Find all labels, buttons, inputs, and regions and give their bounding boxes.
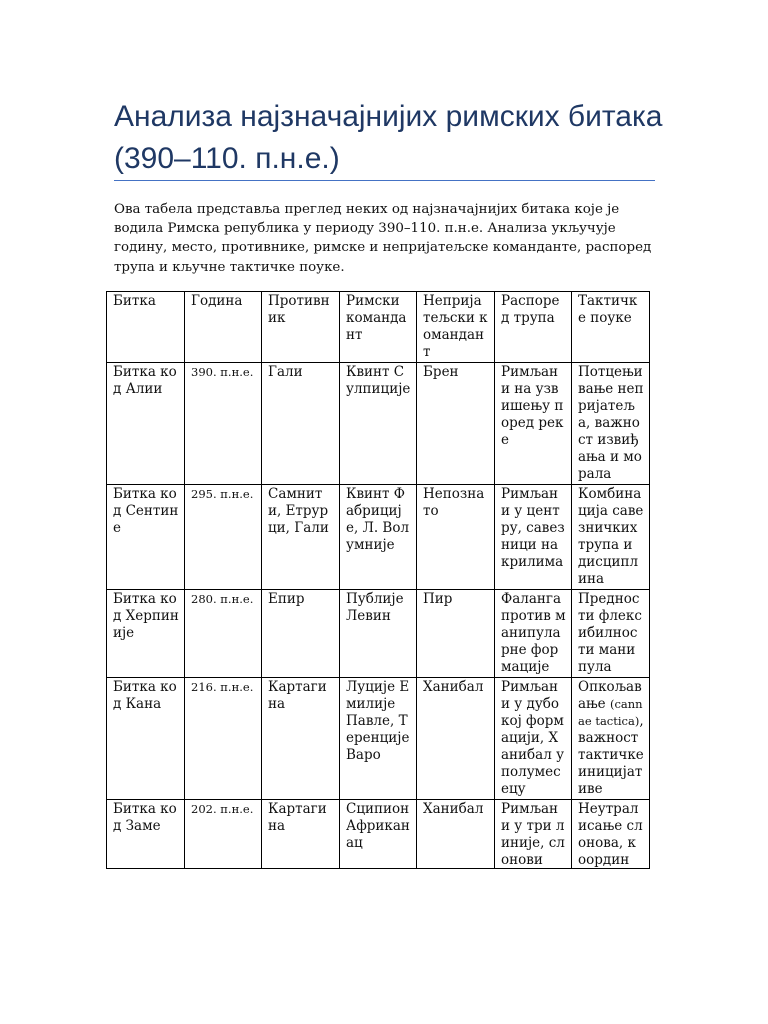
cell-enemy: Самнити, Етрурци, Гали: [262, 485, 340, 590]
cell-lessons: Потцењивање непријатеља, важност извиђања и морала: [572, 363, 650, 485]
cell-enemy-commander: Ханибал: [417, 800, 495, 869]
cell-deployment: Римљани на узвишењу поред реке: [495, 363, 572, 485]
cell-enemy: Епир: [262, 590, 340, 678]
cell-year: 202. п.н.е.: [185, 800, 262, 869]
header-cell-battle: Битка: [107, 292, 185, 363]
battles-table: [106, 291, 650, 869]
header-cell-roman-commander: Римски командант: [340, 292, 417, 363]
cell-roman-commander: Публије Левин: [340, 590, 417, 678]
header-cell-enemy: Противник: [262, 292, 340, 363]
table-header-row: [107, 292, 650, 363]
cell-battle: Битка код Сентине: [107, 485, 185, 590]
cell-roman-commander: Квинт Фабриције, Л. Волумније: [340, 485, 417, 590]
cell-enemy-commander: Ханибал: [417, 678, 495, 800]
intro-paragraph: Ова табела представља преглед неких од најзначајнијих битака које је водила Римска република у периоду 390–110. п.н.е. Анализа укључује годину, место, противнике, римске и непријатељске команданте, распоред трупа и кључне тактичке поуке.: [114, 202, 652, 275]
cell-lessons: [572, 678, 650, 800]
page-title: Анализа најзначајнијих римских битака (390–110. п.н.е.): [114, 100, 663, 175]
header-cell-deployment: Распоред трупа: [495, 292, 572, 363]
cell-battle: Битка код Кана: [107, 678, 185, 800]
cell-battle: Битка код Херпиније: [107, 590, 185, 678]
cell-roman-commander: Сципион Африканац: [340, 800, 417, 869]
cell-year: 390. п.н.е.: [185, 363, 262, 485]
cell-lessons: Неутралисање слонова, координ: [572, 800, 650, 869]
table-row: [107, 590, 650, 678]
cell-enemy: Гали: [262, 363, 340, 485]
cell-deployment: Римљани у центру, савезници на крилима: [495, 485, 572, 590]
cell-year: 216. п.н.е.: [185, 678, 262, 800]
title-underline: [114, 180, 655, 181]
cell-deployment: Фаланга против манипуларне формације: [495, 590, 572, 678]
cell-deployment: Римљани у три линије, слонови: [495, 800, 572, 869]
table-row: [107, 800, 650, 869]
header-cell-year: Година: [185, 292, 262, 363]
cell-year: 295. п.н.е.: [185, 485, 262, 590]
table-row: [107, 363, 650, 485]
table-row: [107, 678, 650, 800]
header-cell-enemy-commander: Непријатељски командант: [417, 292, 495, 363]
cell-battle: Битка код Алии: [107, 363, 185, 485]
table-row: [107, 485, 650, 590]
cell-enemy: Картагина: [262, 800, 340, 869]
cell-battle: Битка код Заме: [107, 800, 185, 869]
lessons-latin-note: (cannae tactica): [578, 697, 643, 728]
cell-deployment: Римљани у дубокој формацији, Ханибал у полумесецу: [495, 678, 572, 800]
cell-enemy-commander: Брен: [417, 363, 495, 485]
lessons-text: Опкољавање: [578, 679, 642, 712]
cell-lessons: Предности флексибилности манипула: [572, 590, 650, 678]
cell-roman-commander: Луције Емилије Павле, Теренције Варо: [340, 678, 417, 800]
cell-year: 280. п.н.е.: [185, 590, 262, 678]
cell-enemy: Картагина: [262, 678, 340, 800]
cell-lessons: Комбинација савезничких трупа и дисциплина: [572, 485, 650, 590]
header-cell-lessons: Тактичке поуке: [572, 292, 650, 363]
lessons-text-rest: , важност тактичке иницијативе: [578, 713, 644, 797]
cell-roman-commander: Квинт Сулпиције: [340, 363, 417, 485]
cell-enemy-commander: Непознато: [417, 485, 495, 590]
cell-enemy-commander: Пир: [417, 590, 495, 678]
